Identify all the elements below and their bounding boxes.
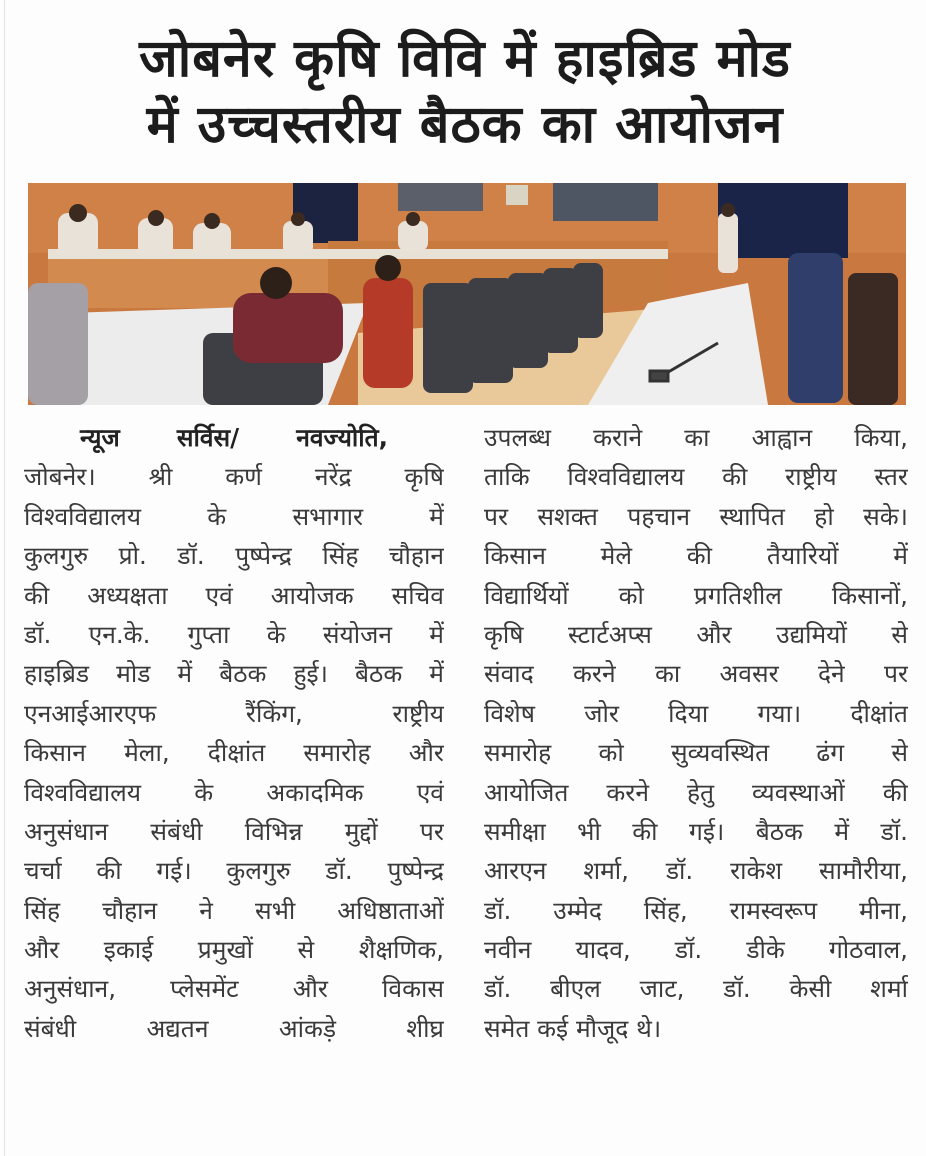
body-line: संबंधी अद्यतन आंकड़े शीघ्र	[24, 1013, 444, 1043]
body-line: आरएन शर्मा, डॉ. राकेश सामौरीया,	[484, 856, 908, 886]
body-line: हाइब्रिड मोड में बैठक हुई। बैठक में	[24, 659, 444, 689]
body-line: संवाद करने का अवसर देने पर	[484, 659, 908, 689]
article-column-left	[24, 418, 444, 1048]
body-line: न्यूज सर्विस/ नवज्योति,	[80, 423, 388, 452]
body-line: की अध्यक्षता एवं आयोजक सचिव	[24, 580, 444, 610]
body-line: विद्यार्थियों को प्रगतिशील किसानों,	[484, 580, 908, 610]
body-line: नवीन यादव, डॉ. डीके गोठवाल,	[484, 935, 908, 965]
body-line: कृषि स्टार्टअप्स और उद्यमियों से	[484, 619, 908, 649]
meeting-hall-illustration	[28, 183, 906, 405]
body-line: अनुसंधान संबंधी विभिन्न मुद्दों पर	[24, 816, 444, 846]
body-line: जोबनेर। श्री कर्ण नरेंद्र कृषि	[24, 462, 444, 492]
body-line: डॉ. बीएल जाट, डॉ. केसी शर्मा	[484, 974, 908, 1004]
body-line: एनआईआरएफ रैंकिंग, राष्ट्रीय	[24, 698, 444, 728]
body-line: विशेष जोर दिया गया। दीक्षांत	[484, 698, 908, 728]
body-line: ताकि विश्वविद्यालय की राष्ट्रीय स्तर	[484, 462, 908, 492]
body-line: विश्वविद्यालय के अकादमिक एवं	[24, 777, 444, 807]
headline-line-1: जोबनेर कृषि विवि में हाइब्रिड मोड	[139, 29, 791, 89]
body-line: कुलगुरु प्रो. डॉ. पुष्पेन्द्र सिंह चौहान	[24, 541, 444, 571]
body-line: किसान मेले की तैयारियों में	[484, 541, 908, 571]
body-line: अनुसंधान, प्लेसमेंट और विकास	[24, 974, 444, 1004]
body-line: समारोह को सुव्यवस्थित ढंग से	[484, 738, 908, 768]
article-column-right	[484, 418, 908, 1048]
dateline	[24, 418, 444, 457]
headline	[20, 26, 910, 158]
body-line: किसान मेला, दीक्षांत समारोह और	[24, 738, 444, 768]
body-line: समीक्षा भी की गई। बैठक में डॉ.	[484, 816, 908, 846]
clipping-edge-rule	[4, 0, 5, 1156]
body-line: सिंह चौहान ने सभी अधिष्ठाताओं	[24, 895, 444, 925]
body-line: उपलब्ध कराने का आह्वान किया,	[484, 423, 908, 452]
body-line: डॉ. एन.के. गुप्ता के संयोजन में	[24, 619, 444, 649]
body-line: विश्वविद्यालय के सभागार में	[24, 501, 444, 531]
body-line: आयोजित करने हेतु व्यवस्थाओं की	[484, 777, 908, 807]
body-line: पर सशक्त पहचान स्थापित हो सके।	[484, 501, 908, 531]
body-line-last: समेत कई मौजूद थे।	[484, 1013, 662, 1043]
body-line: डॉ. उम्मेद सिंह, रामस्वरूप मीना,	[484, 895, 908, 925]
headline-line-2: में उच्चस्तरीय बैठक का आयोजन	[146, 95, 784, 155]
body-line: चर्चा की गई। कुलगुरु डॉ. पुष्पेन्द्र	[24, 856, 444, 886]
meeting-photo	[28, 183, 906, 405]
body-line: और इकाई प्रमुखों से शैक्षणिक,	[24, 935, 444, 965]
